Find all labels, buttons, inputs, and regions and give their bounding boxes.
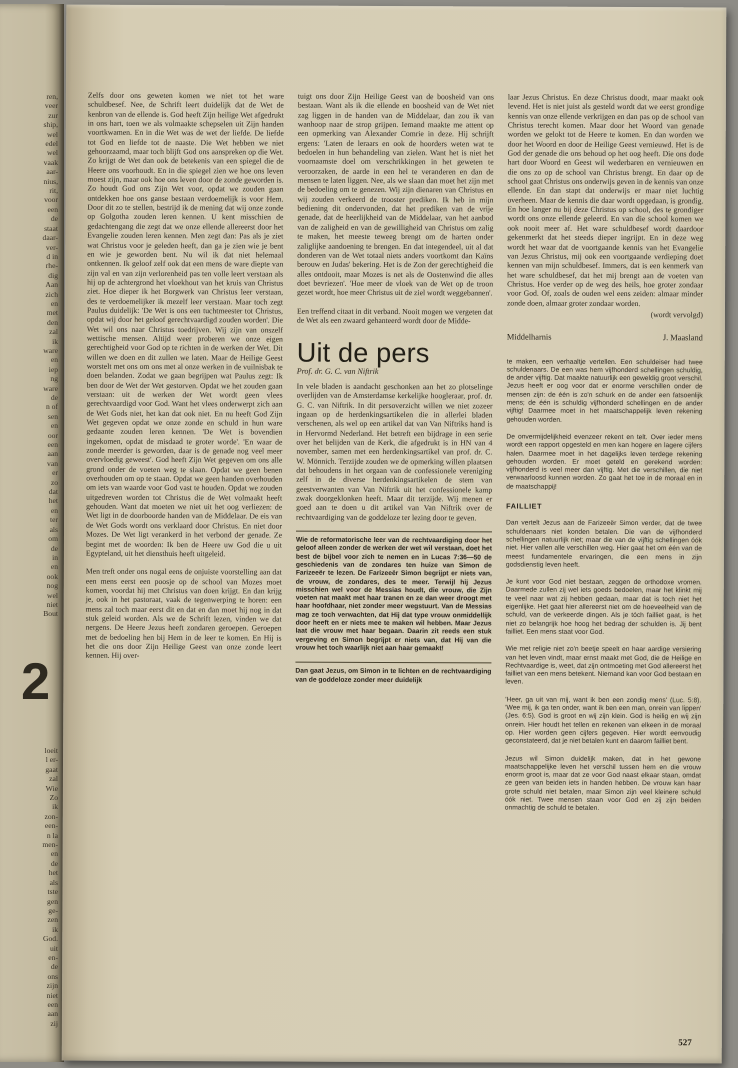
page-edge-fragment: nog <box>46 581 58 591</box>
page-edge-fragment: de <box>50 962 58 972</box>
small-paragraph: te maken, een verhaaltje vertellen. Een schuldeiser had twee schuldenaars. De een was hem vijfhonderd schellingen schuldig, de ander vijftig. Dat maakte natuurlijk een geweldig groot verschil. Jezus heeft er oog voor dat er enorme verschillen onder de mensen zijn: de één is zo'n schurk en de ander een fatsoenlijk mens; de één is schuldig vijfhonderd schellingen en de ander vijftig! Daarmee moet in het maatschappelijk leven rekening gehouden worden. <box>506 358 703 424</box>
body-paragraph: Men treft onder ons nogal eens de onjuiste voorstelling aan dat een mens eerst een poosje op de school van Mozes moet komen, voordat hij met Christus van doen krijgt. En dan krijg je, ook in het pastoraat, vaak de tegenwerping te horen: een mens zal toch maar eerst dit en dat en dan moet hij nog in dat stuk geleid worden. Als we de Schrift lezen, vinden we dat nergens. De Heere Jezus heeft zondaren geroepen. Geroepen met de bedoeling hen bij Hem in de leer te komen. En Hij is het die ons door Zijn Heilige Geest van onze zonde leert kennen. Hij over- <box>85 566 282 661</box>
page-edge-fragment: vaak <box>43 157 58 167</box>
small-paragraph: Dan vertelt Jezus aan de Farizeeër Simon verder, dat de twee schuldenaars niet konden betalen. Die van de vijfhonderd schellingen natuurlijk niet; maar die van de vijftig schellingen óók niet. Hier vallen alle verschillen weg. Hier gaat het om één van de meest fundamentele ervaringen, die een mens in zijn godsdienstig leven heeft. <box>505 519 703 569</box>
continuation-note: (wordt vervolgd) <box>650 310 703 320</box>
page-edge-fragment: n of <box>45 402 58 412</box>
page-edge-fragment: daar- <box>42 233 58 243</box>
page-edge-fragment: ook <box>46 571 58 581</box>
page-edge-fragment: aar- <box>46 167 58 177</box>
quoted-article-text: Wie de reformatorische leer van de rechtvaardiging door het geloof alleen zonder de werken der wet wil verstaan, doet het best de bijbel voor zich te nemen en in Lucas 7:36—50 de geschiedenis van de zondares ten huize van Simon de Farizeeër te lezen. De Farizeeër Simon begrijpt er niets van, de vrouw, de zondares, des te meer. Terwijl hij Jezus misschien wel voor de Messias houdt, die vrouw, die Zijn voeten nat maakt met haar tranen en ze dan weer droogt met haar hoofdhaar, niet zonder meer wegstuurt. Van de Messias mag ze toch verwachten, dat Hij dat type vrouw onmiddellijk door heeft en er niets mee te maken wil hebben. Maar Jezus laat die vrouw met haar begaan. Daarin zit reeds een stuk vergeving en Simon begrijpt er niets van, dat Hij van die vrouw het toch waarlijk niet aan haar gemaakt! <box>295 536 492 653</box>
subsection-heading: FAILLIET <box>506 501 543 511</box>
page-edge-fragment: de <box>50 214 58 224</box>
failliet-paragraphs <box>505 520 702 814</box>
page-edge-fragment: als <box>49 524 58 534</box>
page-edge-fragment: wel <box>47 590 58 600</box>
body-paragraph: laar Jezus Christus. En deze Christus doodt, maar maakt ook levend. Het is niet juist als gesteld wordt dat we eerst grondige kennis van onze ellende verkrijgen en dan pas op de school van Christus terecht komen. Maar door het Woord van genade worden we gelokt tot de Heere te komen. En dan worden we door het Woord en door de Heilige Geest vernieuwd. Het is de God der genade die ons behoud op het oog heeft. Die ons dode hart door Woord en Geest wil wederbaren en vernieuwen en die ons zo op de school van Christus brengt. En daar op de school gaat Christus ons onderwijs geven in de kennis van onze ellende. En dan stapt dat onderwijs er maar niet luchtig overheen. Maar de kennis die daar wordt opgedaan, is grondig. En hoe langer nu bij deze Christus op school, des te grondiger wordt ons onze ellende geleerd. En van die school komen we ook nooit meer af. Het ware schuldbesef wordt daardoor gekenmerkt dat het steeds dieper ingrijpt. En in deze weg wordt het waar dat de voortgaande kennis van het Evangelie van Jezus Christus, mij ook een voortgaande verdieping doet kennen van mijn schuldbesef. Immers, dat is een kenmerk van het ware schuldbesef, dat het mij brengt aan de voeten van Christus. Hoe verder op de weg des heils, hoe groter zondaar voor God. Of, zoals de ouden wel eens zeiden: almaar minder zonde doen, almaar groter zondaar worden. <box>506 92 704 308</box>
signature-place: Middelharnis <box>506 332 552 342</box>
page-edge-fragment: de <box>50 543 58 553</box>
page-edge-fragment: ng <box>50 374 58 384</box>
page-edge-fragment: een <box>47 204 58 214</box>
page-edge-fragment: niet <box>46 599 58 609</box>
small-paragraph: Wie met religie niet zo'n beetje speelt en haar aardige versiering van het leven vindt, maar ernst maakt met God, die de Heilige en Rechtvaardige is, weet, dat zijn ontmoeting met God allereerst het failliet van een mens betekent. Niemand kan voor God bestaan en leven. <box>505 645 702 687</box>
page-edge-fragment: zal <box>49 774 58 784</box>
page-edge-fragment: zij <box>50 1018 58 1028</box>
page-edge-fragment: uit <box>49 943 58 953</box>
page-edge-fragment: oor <box>47 430 58 440</box>
section-heading: Uit de pers <box>296 337 430 369</box>
page-edge-fragment: ren, <box>46 92 58 101</box>
body-paragraph: Zelfs door ons geweten komen we niet tot het ware schuldbesef. Nee, de Schrift leert duidelijk dat de Wet de kenbron van de ellende is. God heeft Zijn heilige Wet afgedrukt in ons hart, toen we als volmaakte schepselen uit Zijn handen voortkwamen. En in die Wet was de wet der liefde. De liefde tot God en liefde tot de naaste. Die Wet hebben we niet gehoorzaamd, maar toch blijft God ons aanspreken op die Wet. Zo krijgt de Wet dan ook de betekenis van een spiegel die de Heere ons voorhoudt. En in die spiegel zien we hoe ons leven moest zijn, maar ook hoe ons leven door de zonde geworden is. Zo houdt God ons Zijn Wet voor, opdat we zouden gaan ontdekken hoe ons ganse bestaan verdoemelijk is voor Hem. Door dit zo te stellen, bestrijd ik de mening dat wij onze zonde op Golgotha zouden leren kennen. U kent misschien de gedachtengang die zegt dat we onze ellende allereerst door het Evangelie zouden leren kennen. Men zegt dan: Pas als je ziet wat Christus voor je geleden heeft, dan ga je zien wie je bent en wie je geworden bent. Nu wil ik dat niet helemaal ontkennen. Ik geloof zelf ook dat een mens de ware diepte van zijn val en van zijn verlorenheid pas ten volle leert verstaan als hij op de achtergrond het vloekhout van het kruis van Christus ziet. Hoe dieper ik het Borgwerk van Christus leer verstaan, des te verdoemelijker ik mezelf leer verstaan. Maar toch zegt Paulus duidelijk: 'De Wet is ons een tuchtmeester tot Christus, opdat wij door het geloof gerechtvaardigd zouden worden'. Die Wet wil ons naar Christus toedrijven. Wij zijn van onszelf wettische mensen. Altijd weer proberen we onze eigen gerechtigheid voor God op te richten in de werken der Wet. Dit willen we doen en dit zullen we laten. Maar de Heilige Geest worstelt met ons om ons met al onze werken in de vuilnisbak te doen belanden. Zodat we gaan begrijpen wat Paulus zegt: Ik ben door de Wet der Wet gestorven. Opdat we het zouden gaan verstaan: uit de werken der Wet wordt geen vlees gerechtvaardigd voor God. Want het vlees onderwerpt zich aan de Wet Gods niet, het kan dat ook niet. En nu heeft God Zijn Wet gegeven opdat we onze zonde en schuld in hun ware gedaante zouden leren kennen. 'De Wet is bovendien ingekomen, opdat de misdaad te groter worde'. 'En waar de zonde meerder is geworden, daar is de genade nog veel meer overvloedig geweest'. God heeft Zijn Wet gegeven om ons alle grond onder de voeten weg te slaan. Opdat we geen benen overhouden om op te staan. Opdat we geen handen overhouden om iets van waarde voor God vast te houden. Opdat we zouden uitgedreven worden tot Christus die de Wet volmaakt heeft gehouden. Want dat moeten we niet uit het oog verliezen: de Wet ligt in de doorboorde handen van de Middelaar. De eis van de Wet Gods wordt ons verklaard door Christus. En niet door Mozes. De Wet ligt verankerd in het verbond der genade. Ze begint met de woorden: Ik ben de Heere uw God die u uit Egypteland, uit het diensthuis heeft uitgeleid. <box>85 90 284 559</box>
page-edge-fragment: wel <box>47 148 58 158</box>
page-edge-fragment: den <box>47 317 58 327</box>
page-edge-fragment: de <box>50 858 58 868</box>
page-edge-fragment: voor <box>44 195 58 205</box>
page-edge-fragment: Aan <box>45 280 58 290</box>
body-paragraph: tuigt ons door Zijn Heilige Geest van de boosheid van ons bestaan. Want als ik die ellende en boosheid van de Wet niet zag liggen in de handen van de Middelaar, dan zou ik van wanhoop naar de strop grijpen. Iemand maakte me attent op een opmerking van Alexander Comrie in deze. Hij schrijft ergens: 'Laten de leraars en ook de hoorders weten wat te bedoelen in hun behandeling van zielen. Want het is niet het voornaamste doel om verschrikkingen in het geweten te veroorzaken, de aarde in een hel te veranderen en dan de mensen te laten liggen. Nee, als we slaan dan moet het zijn met de bedoeling om te genezen. Wij zijn dienaren van Christus en wij zouden verkeerd de trooster prediken. Ik heb in mijn bediening dit ondervonden, dat het prediken van de vrije genade, dat de heerlijkheid van de Middelaar, van het aanbod van de zaligheid en van de gewilligheid van Christus om zalig te maken, het meeste teweeg brengt om de harten onder zaliglijke aandoening te brengen. En dat integendeel, uit al dat donderen van de Wet totaal niets anders voortkomt dan Kaïns berouw en Judas' bekering. Het is de Zon der gerechtigheid die alles ontdooit, maar Mozes is net als de Oostenwind die alles doet bevriezen'. 'Hoe meer de vloek van de Wet op de troon gezet wordt, hoe meer Christus uit de ziel wordt weggebannen'. <box>297 91 494 298</box>
column-rule <box>296 531 492 533</box>
page-edge-fragment: veer <box>44 101 58 111</box>
page-edge-fragment: ver- <box>45 242 58 252</box>
page-edge-fragment: l er- <box>45 755 58 765</box>
page-edge-fragment: aan <box>47 1009 58 1019</box>
page-edge-fragment: ship, <box>43 120 58 130</box>
page-edge-fragment: zon- <box>44 811 58 821</box>
page-edge-fragment: sen <box>47 411 58 421</box>
page-edge-fragment: van <box>47 458 58 468</box>
page-edge-fragment: en- <box>48 952 58 962</box>
page-edge-fragment: er <box>52 468 58 478</box>
text-column-3 <box>505 92 704 813</box>
page-edge-fragment: met <box>46 308 58 318</box>
page-edge-fragment: in <box>52 552 58 562</box>
page-edge-fragment: zich <box>45 289 58 299</box>
page-edge-fragment: als <box>49 877 58 887</box>
article-byline: Prof. dr. G. C. van Niftrik <box>296 366 379 376</box>
signature-row <box>507 333 703 343</box>
page-edge-fragment: om <box>48 534 58 544</box>
text-column-2 <box>295 92 494 686</box>
page-edge-fragment: iep <box>48 364 58 374</box>
page-edge-fragment: zen <box>47 915 58 925</box>
page-edge-fragment: staat <box>44 223 58 233</box>
quoted-article-continuation <box>505 358 703 814</box>
page-edge-fragment: loeit <box>44 746 58 755</box>
small-paragraph: De onvermijdelijkheid evenzeer rekent en telt. Over ieder mens wordt een rapport opgesteld en men kan hogere en lagere cijfers halen. Daarmee moet in het dagelijks leven terdege rekening gehouden worden. Er moet geteld en gerekend worden: vijfhonderd is veel meer dan vijftig. Met die verschillen, die niet verwaarloosd kunnen worden. Zo gaat het toe in de moraal en in de maatschappij! <box>506 433 703 491</box>
page-edge-fragment: tste <box>47 887 58 897</box>
page-edge-fragments-top <box>6 92 58 619</box>
small-paragraph: Jezus wil Simon duidelijk maken, dat in het gewone maatschappelijke leven het verschil tussen hem en die vrouw enorm groot is, maar dat ze voor God naast elkaar staan, omdat ze geen van beiden iets in handen hebben. De vrouw kan haar grote schuld niet betalen, maar Simon zijn veel kleinere schuld óók niet. Twee mensen staan voor God en zij zijn beiden onmachtig de schuld te betalen. <box>504 755 702 813</box>
page-edge-fragment: ware <box>43 383 58 393</box>
page-edge-fragment: rit, <box>49 186 58 196</box>
page-edge-fragment: ter <box>49 515 58 525</box>
signature-author: J. Maasland <box>662 333 703 343</box>
page-edge-fragment: een <box>47 999 58 1009</box>
page-edge-fragment: ik <box>52 336 58 346</box>
page-edge-fragment: en <box>50 562 58 572</box>
small-paragraph: 'Heer, ga uit van mij, want ik ben een zondig mens' (Luc. 5:8). 'Wee mij, ik ga ten onder, want ik ben een man, onrein van lippen' (Jes. 6:5). God is groot en wij zijn klein. God is heilig en wij zijn onrein. Hier houdt het tellen en rekenen van elkeen in de moraal op. Hier worden geen cijfers gegeven. Hier wordt eenvoudig geconstateerd, dat je niet betalen kunt en daarom failliet bent. <box>505 696 702 746</box>
page-edge-fragment: en <box>50 298 58 308</box>
page-edge-fragment: Bout <box>43 609 58 619</box>
column-rule <box>295 662 491 664</box>
page-edge-fragment: rhe- <box>45 261 58 271</box>
page-edge-fragment: en <box>50 421 58 431</box>
text-column-1 <box>85 91 283 661</box>
page-edge-fragment: zal <box>49 327 58 337</box>
page-edge-fragment: men- <box>42 840 58 850</box>
page-edge-fragment: ik <box>52 802 58 812</box>
page-edge-fragment: wel <box>47 129 58 139</box>
page-number: 527 <box>678 1037 692 1048</box>
page-edge-fragment: en <box>50 505 58 515</box>
magazine-page <box>62 5 727 1064</box>
page-edge-fragment: gen <box>47 896 58 906</box>
page-edge-fragment: de <box>50 393 58 402</box>
page-edge-fragment: niet <box>46 990 58 1000</box>
page-edge-fragment: Wie <box>45 783 58 793</box>
page-edge-fragment: God. <box>43 934 58 944</box>
page-edge-fragment: ik <box>52 924 58 934</box>
page-edge-fragment: een <box>47 440 58 450</box>
small-paragraph: Je kunt voor God niet bestaan, zeggen de orthodoxe vromen. Daarmede zullen zij wel iets goeds bedoelen, maar het klinkt mij te veel naar wat zij hebben gedaan, maar dat is toch niet het eigenlijke. Het gaat hier allereerst niet om de hoeveelheid van de schuld, van de verkeerde dingen. Als je tóch failliet gaat, is het niet zo belangrijk hoe hoog het bedrag der schulden is. Jij bent failliet. Een mens staat voor God. <box>505 578 702 636</box>
page-edge-fragment: ge- <box>48 905 58 915</box>
page-edge-fragment: Zo <box>49 793 58 803</box>
page-edge-fragment: dat <box>48 487 58 497</box>
page-edge-fragment: ware <box>43 345 58 355</box>
page-edge-fragment: een- <box>44 821 58 831</box>
article-intro: In vele bladen is aandacht geschonken aan het zo plotselinge overlijden van de Amsterdamse kerkelijke hoogleraar, prof. dr. G. C. van Niftrik. In dit persoverzicht willen we niet zozeer ingaan op de herdenkingsartikelen die in allerlei bladen verschenen, als wel op een artikel dat van Van Niftriks hand is in Hervormd Nederland. Het betreft een bijdrage in een serie over het belijden van de Kerk, die afgedrukt is in HN van 4 november, samen met een herdenkingsartikel van prof. dr. C. W. Mönnich. Terzijde zouden we de opmerking willen plaatsen dat behoudens in het orgaan van de confessionele vereniging zelf in de diverse herdenkingsartikelen de stem van geestverwanten van Van Niftrik uit het confessionele kamp zwak doorgeklonken heeft. Maar dit terzijde. Wij menen er goed aan te doen u dit artikel van Van Niftrik over de rechtvaardiging van de goddeloze ter lezing door te geven. <box>296 381 493 523</box>
page-edge-fragment: nius, <box>43 176 58 186</box>
page-edge-fragment: d in <box>46 251 58 261</box>
page-edge-fragment: dig <box>48 270 58 280</box>
page-edge-fragment: zur <box>48 110 58 120</box>
page-edge-numeral: 2 <box>21 653 50 711</box>
page-edge-fragment: aan <box>47 449 58 459</box>
page-edge-fragment: het <box>48 496 58 506</box>
page-edge-fragment: zijn <box>46 981 58 991</box>
page-edge-fragment: en <box>50 849 58 859</box>
body-paragraph: Een treffend citaat in dit verband. Nooit mogen we vergeten dat de Wet als een zwaard gehanteerd wordt door de Midde- <box>296 306 493 326</box>
previous-page-edge <box>0 4 64 1062</box>
page-edge-fragment: n la <box>46 830 58 840</box>
page-edge-fragment: edel <box>45 139 58 149</box>
page-edge-fragment: en <box>50 355 58 365</box>
quoted-article-text: Dan gaat Jezus, om Simon in te lichten en de rechtvaardiging van de goddeloze zonder meer duidelijk <box>295 667 492 684</box>
page-edge-fragments-bottom <box>6 746 58 1028</box>
page-edge-fragment: het <box>48 868 58 878</box>
page-edge-fragment: ons <box>47 971 58 981</box>
page-edge-fragment: gaat <box>45 764 58 774</box>
page-edge-fragment: zo <box>50 477 58 487</box>
